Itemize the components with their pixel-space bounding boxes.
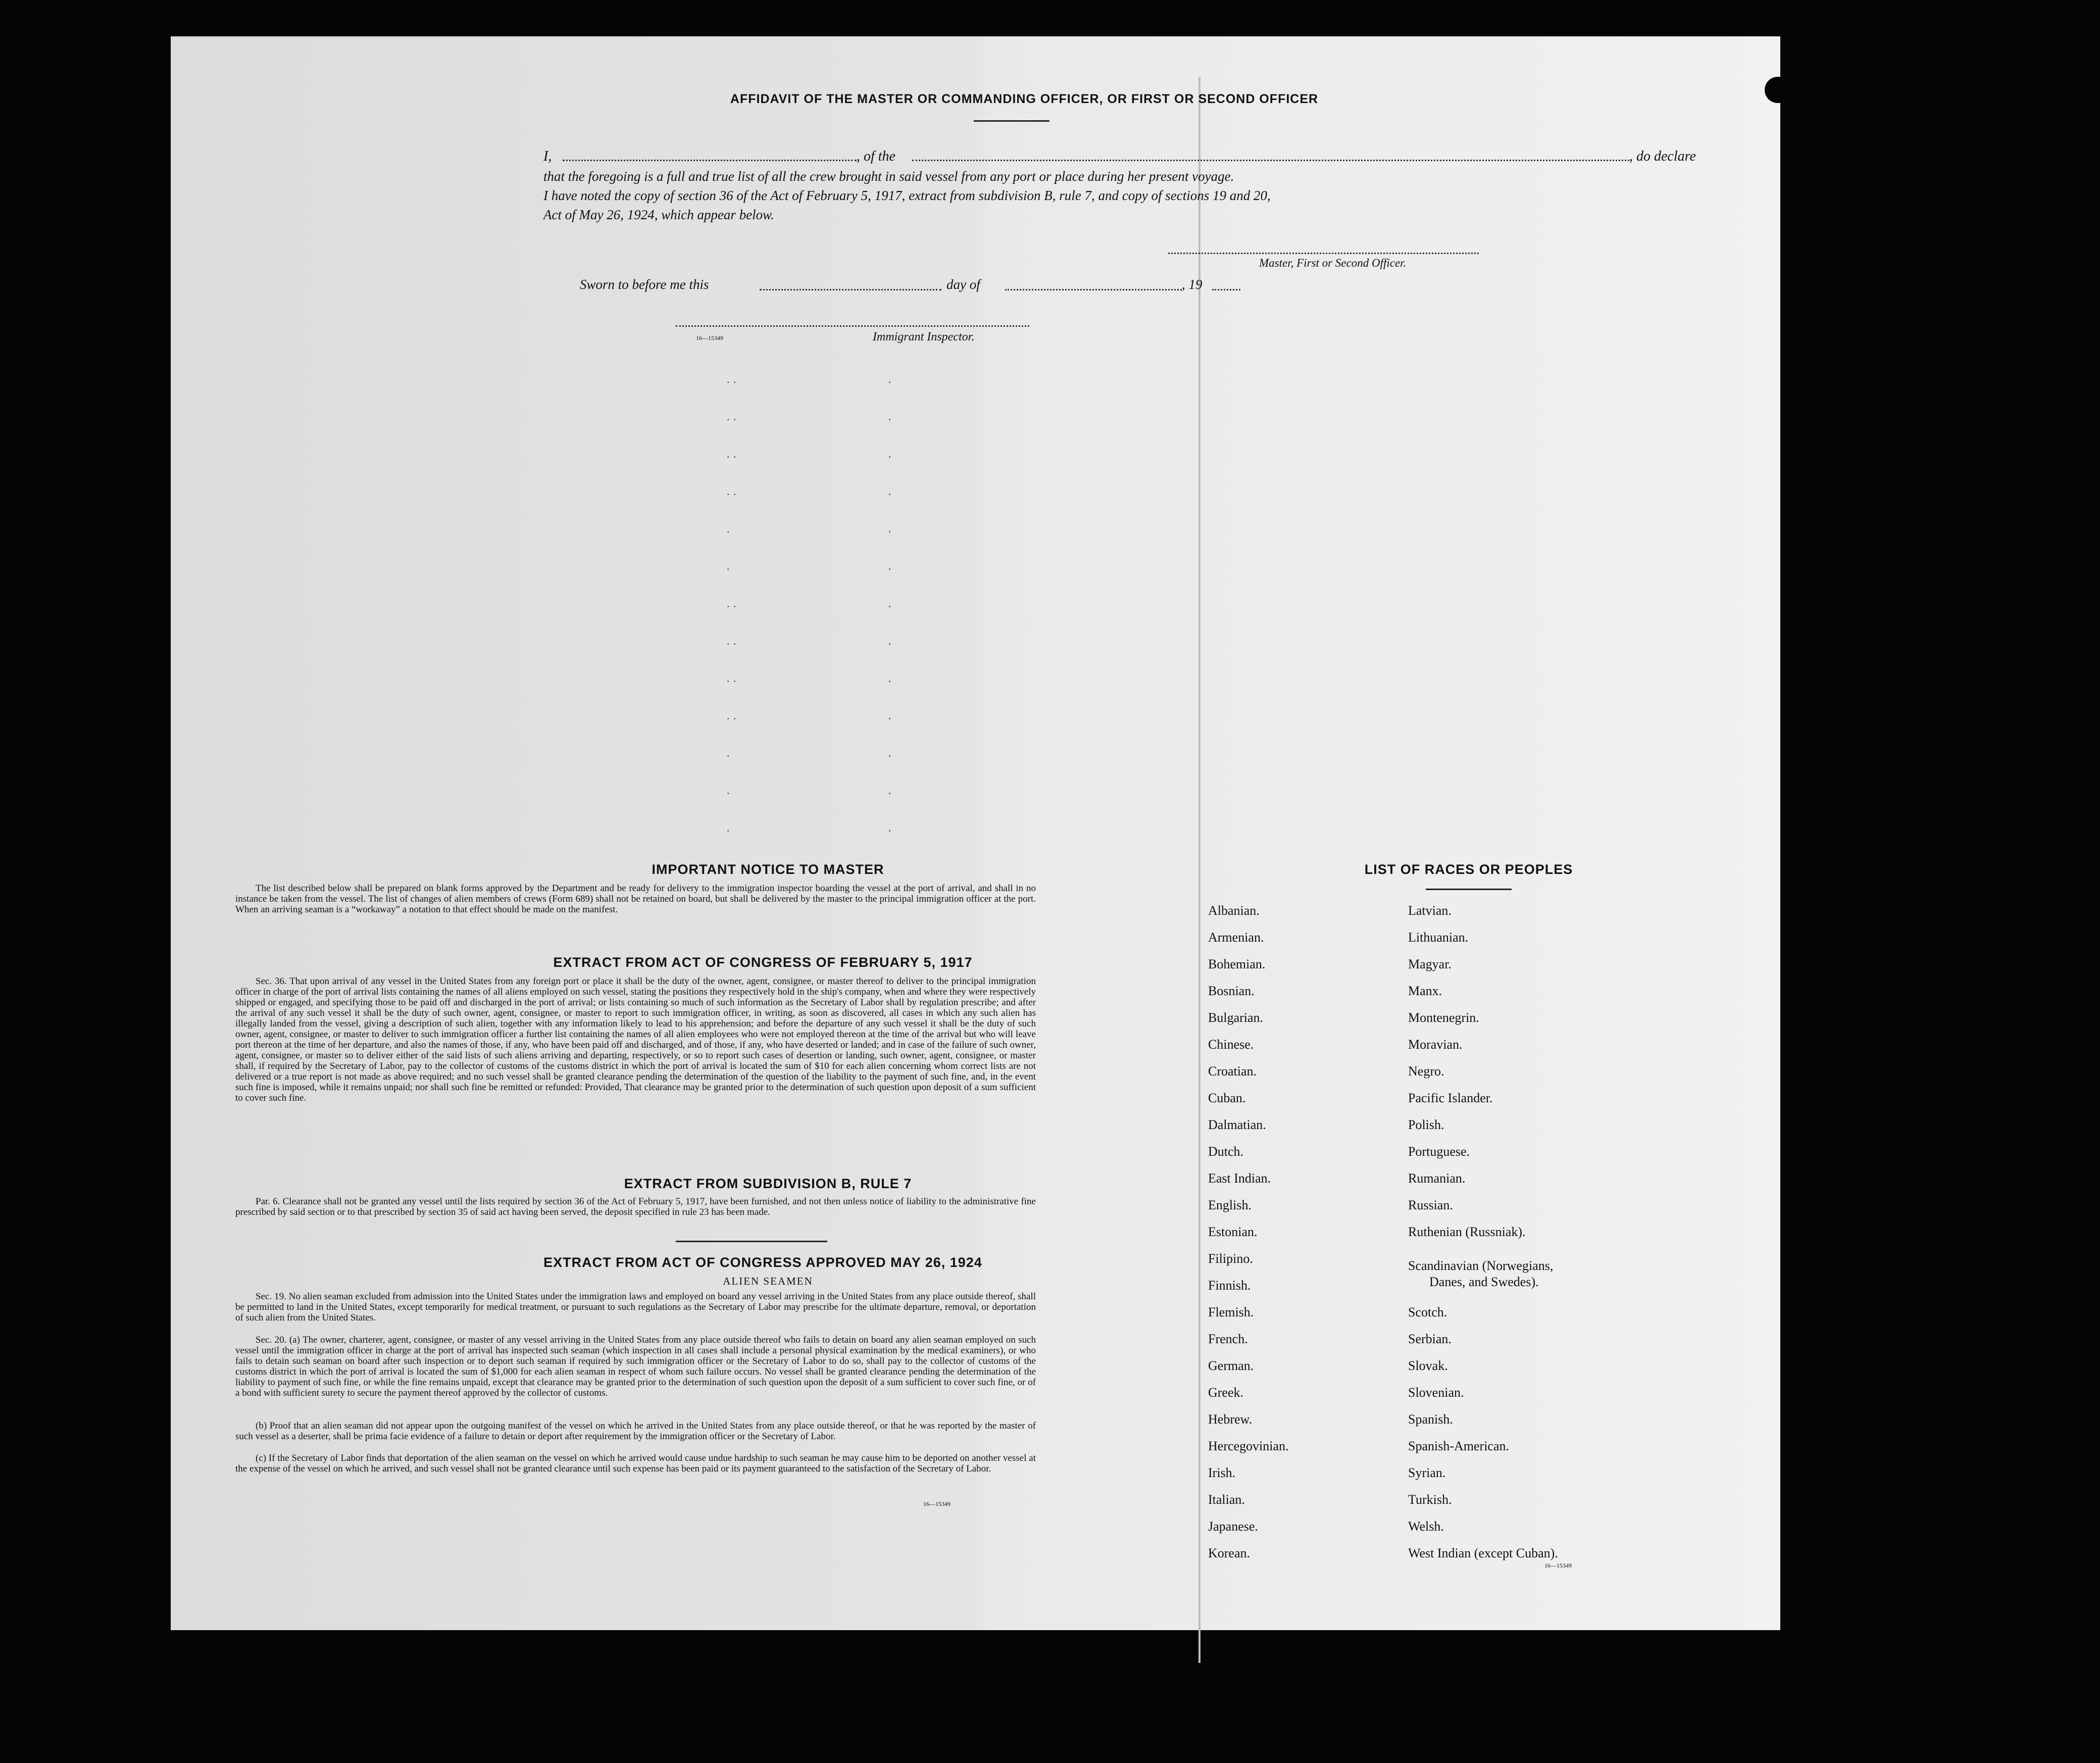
sworn-label: Sworn to before me this: [580, 277, 709, 292]
binder-hole: [1838, 1487, 1865, 1513]
race-left-item: Flemish.: [1208, 1305, 1254, 1319]
race-left-item: Hercegovinian.: [1208, 1439, 1289, 1453]
affidavit-line4: Act of May 26, 1924, which appear below.: [543, 207, 774, 222]
races-title-rule: [1426, 889, 1512, 890]
affidavit-line2: that the foregoing is a full and true list of all the crew brought in said vessel from any port or place during her present voyage.: [543, 169, 1234, 184]
race-left-item: Bosnian.: [1208, 984, 1255, 998]
race-right-item: Danes, and Swedes).: [1429, 1275, 1539, 1289]
alien-seamen-subtitle: ALIEN SEAMEN: [723, 1275, 813, 1287]
binder-hole: [1838, 1404, 1865, 1431]
race-right-item: Slovenian.: [1408, 1385, 1464, 1400]
race-right-item: Syrian.: [1408, 1465, 1446, 1480]
race-left-item: Croatian.: [1208, 1064, 1257, 1079]
race-left-item: French.: [1208, 1332, 1248, 1346]
extract-1924-title: EXTRACT FROM ACT OF CONGRESS APPROVED MAY 26, 1924: [543, 1255, 982, 1270]
affidavit-line1-of: , of the: [857, 149, 895, 164]
race-right-item: Slovak.: [1408, 1358, 1448, 1373]
race-right-item: Latvian.: [1408, 903, 1452, 918]
race-left-item: German.: [1208, 1358, 1254, 1373]
extract-1917-title: EXTRACT FROM ACT OF CONGRESS OF FEBRUARY 5, 1917: [553, 955, 973, 970]
race-right-item: Serbian.: [1408, 1332, 1452, 1346]
binder-hole: [1838, 1093, 1865, 1119]
race-right-item: Manx.: [1408, 984, 1442, 998]
affidavit-title: AFFIDAVIT OF THE MASTER OR COMMANDING OFFICER, OR FIRST OR SECOND OFFICER: [730, 92, 1319, 106]
document-sheet: [171, 36, 1780, 1630]
race-right-item: Russian.: [1408, 1198, 1453, 1212]
race-right-item: Turkish.: [1408, 1492, 1452, 1507]
race-left-item: East Indian.: [1208, 1171, 1271, 1186]
race-left-item: Dutch.: [1208, 1144, 1244, 1159]
race-left-item: Filipino.: [1208, 1251, 1253, 1266]
extract-1917-text: Sec. 36. That upon arrival of any vessel in the United States from any foreign port or place it shall be the duty of the owner, agent, consignee, or master thereof to deliver to the principal immigration officer in charge of the port of arrival lists containing the names of all aliens employed on such vessel, stating the positions they respectively hold in the ship's company, when and where they were respectively shipped or engaged, and specifying those to be paid off and discharged in the port of arrival; or lists containing so much of such information as the Secretary of Labor shall by regulation prescribe; and after the arrival of any such vessel it shall be the duty of such owner, agent, consignee, or master to report to such immigration officer, in writing, as soon as discovered, all cases in which any such alien has illegally landed from the vessel, giving a description of such alien, together with any information likely to lead to his apprehension; and before the departure of any such vessel it shall be the duty of such owner, agent, consignee, or master to deliver to such immigration officer a further list containing the names of all alien employees who were not employed thereon at the time of the arrival but who will leave port thereon at the time of her departure, and also the names of those, if any, who have been paid off and discharged, and of those, if any, who have deserted or landed; and in case of the failure of such owner, agent, consignee, or master so to deliver either of the said lists of such aliens arriving and departing, respectively, or so to report such cases of desertion or landing, such owner, agent, consignee, or master shall, if required by the Secretary of Labor, pay to the collector of customs of the customs district in which the port of arrival is located the sum of $10 for each alien concerning whom correct lists are not delivered or a true report is not made as above required; and no such vessel shall be granted clearance pending the determination of the question of the liability to the payment of such fine, and, in the event such fine is imposed, while it remains unpaid; nor shall such fine be remitted or refunded: Provided, That clearance may be granted prior to the determination of such question upon deposit of a sum sufficient to cover such fine.: [235, 976, 1036, 1103]
inspector-signature-field[interactable]: [676, 325, 1029, 327]
race-left-item: Japanese.: [1208, 1519, 1258, 1534]
races-title: LIST OF RACES OR PEOPLES: [1364, 862, 1573, 877]
scan-marks: · · · · · · · · · · · · · · · · · · · · ·: [726, 376, 737, 837]
race-left-item: Korean.: [1208, 1546, 1251, 1560]
race-right-item: Welsh.: [1408, 1519, 1444, 1534]
race-left-item: Irish.: [1208, 1465, 1236, 1480]
signature-label: Master, First or Second Officer.: [1259, 257, 1407, 269]
rule7-divider: [676, 1241, 827, 1242]
race-right-item: Negro.: [1408, 1064, 1444, 1079]
race-right-item: Rumanian.: [1408, 1171, 1466, 1186]
race-left-item: Bohemian.: [1208, 957, 1266, 971]
binder-hole: [1835, 186, 1862, 212]
race-left-item: Finnish.: [1208, 1278, 1251, 1293]
race-left-item: Cuban.: [1208, 1091, 1246, 1105]
race-right-item: Polish.: [1408, 1117, 1444, 1132]
binder-hole: [1833, 573, 1860, 599]
sec20c-text: (c) If the Secretary of Labor finds that deportation of the alien seaman on the vessel on which he arrived would cause undue hardship to such seaman he may cause him to be deported on another vessel at the expense of the vessel on which he arrived, and such vessel shall not be granted clearance until such expense has been paid or its payment guaranteed to the satisfaction of the Secretary of Labor.: [235, 1453, 1036, 1474]
sworn-year-field[interactable]: [1212, 289, 1240, 290]
rule7-text: Par. 6. Clearance shall not be granted any vessel until the lists required by section 36 of the Act of February 5, 1917, have been furnished, and not then unless notice of liability to the administrative fine prescribed by said section or to that prescribed by section 35 of said act having been served, the deposit specified in rule 23 has been made.: [235, 1196, 1036, 1217]
race-left-item: Chinese.: [1208, 1037, 1254, 1052]
races-form-number: 16—15349: [1544, 1562, 1572, 1569]
affidavit-form-number: 16—15349: [696, 334, 723, 341]
race-left-item: Estonian.: [1208, 1225, 1258, 1239]
race-left-item: Dalmatian.: [1208, 1117, 1266, 1132]
race-right-item: West Indian (except Cuban).: [1408, 1546, 1558, 1560]
race-left-item: Hebrew.: [1208, 1412, 1253, 1427]
race-right-item: Pacific Islander.: [1408, 1091, 1493, 1105]
race-left-item: Armenian.: [1208, 930, 1264, 945]
sworn-day-field[interactable]: [760, 289, 941, 290]
year-label: , 19: [1182, 277, 1203, 292]
race-right-item: Portuguese.: [1408, 1144, 1470, 1159]
scan-marks-2: · · · · · · · · · · · · ·: [888, 376, 892, 837]
race-left-item: Greek.: [1208, 1385, 1244, 1400]
center-fold: [1198, 77, 1201, 1663]
vessel-name-field[interactable]: [912, 160, 1629, 161]
rule7-title: EXTRACT FROM SUBDIVISION B, RULE 7: [624, 1176, 912, 1191]
race-left-item: Albanian.: [1208, 903, 1260, 918]
race-right-item: Lithuanian.: [1408, 930, 1469, 945]
affidavit-line1-declare: , do declare: [1629, 149, 1696, 164]
race-right-item: Spanish.: [1408, 1412, 1453, 1427]
race-left-item: Bulgarian.: [1208, 1010, 1264, 1025]
notice-title: IMPORTANT NOTICE TO MASTER: [652, 862, 884, 877]
master-name-field[interactable]: [563, 160, 857, 161]
race-right-item: Magyar.: [1408, 957, 1452, 971]
extract-form-number: 16—15349: [923, 1500, 951, 1507]
race-right-item: Spanish-American.: [1408, 1439, 1510, 1453]
race-right-item: Moravian.: [1408, 1037, 1463, 1052]
race-right-item: Montenegrin.: [1408, 1010, 1479, 1025]
sec19-text: Sec. 19. No alien seaman excluded from admission into the United States under the immigration laws and employed on board any vessel arriving in the United States from any place outside thereof, shall be permitted to land in the United States, except temporarily for medical treatment, or pursuant to such regulations as the Secretary of Labor may prescribe for the ultimate departure, removal, or deportation of such alien from the United States.: [235, 1291, 1036, 1323]
affidavit-line1-i: I,: [543, 149, 552, 164]
race-right-item: Scandinavian (Norwegians,: [1408, 1258, 1554, 1273]
affidavit-line3: I have noted the copy of section 36 of the Act of February 5, 1917, extract from subdivision B, rule 7, and copy of sections 19 and 20,: [543, 188, 1271, 203]
day-of-label: day of: [946, 277, 980, 292]
race-right-item: Scotch.: [1408, 1305, 1447, 1319]
signature-field[interactable]: [1168, 253, 1479, 254]
race-left-item: Italian.: [1208, 1492, 1245, 1507]
race-left-item: English.: [1208, 1198, 1252, 1212]
notice-text: The list described below shall be prepared on blank forms approved by the Department and be ready for delivery to the immigration inspector boarding the vessel at the port of arrival, and shall in no instance be taken from the vessel. The list of changes of alien members of crews (Form 689) shall not be retained on board, but shall be delivered by the master to the principal immigration officer at the port. When an arriving seaman is a “workaway” a notation to that effect should be made on the manifest.: [235, 883, 1036, 915]
race-right-item: Ruthenian (Russniak).: [1408, 1225, 1526, 1239]
affidavit-title-rule: [974, 120, 1049, 122]
binder-hole: [1838, 1010, 1865, 1037]
sec20b-text: (b) Proof that an alien seaman did not appear upon the outgoing manifest of the vessel on which he arrived in the United States from any place outside thereof, or that he was reported by the master of such vessel as a deserter, shall be prima facie evidence of a failure to detain or deport after requirement by the immigration officer or the Secretary of Labor.: [235, 1421, 1036, 1442]
inspector-label: Immigrant Inspector.: [873, 330, 975, 344]
sworn-month-field[interactable]: [1005, 289, 1182, 290]
binder-hole: [1833, 496, 1860, 522]
binder-hole: [1833, 261, 1860, 287]
binder-hole: [1765, 77, 1791, 103]
sec20a-text: Sec. 20. (a) The owner, charterer, agent, consignee, or master of any vessel arriving in the United States from any place outside thereof who fails to detain on board any alien seaman employed on such vessel until the immigration officer in charge at the port of arrival has inspected such seaman (which inspection in all cases shall include a personal physical examination by the medical examiners), or who fails to detain such seaman on board after such inspection or to deport such seaman if required by such immigration officer or the Secretary of Labor to do so, shall pay to the collector of customs of the customs district in which the port of arrival is located the sum of $1,000 for each alien seaman in respect of whom such failure occurs. No vessel shall be granted clearance pending the determination of the liability to payment of such fine, or while the fine remains unpaid, except that clearance may be granted prior to the determination of such question upon the deposit of a sum sufficient to cover such fine, or of a bond with sufficient surety to secure the payment thereof approved by the collector of customs.: [235, 1335, 1036, 1398]
